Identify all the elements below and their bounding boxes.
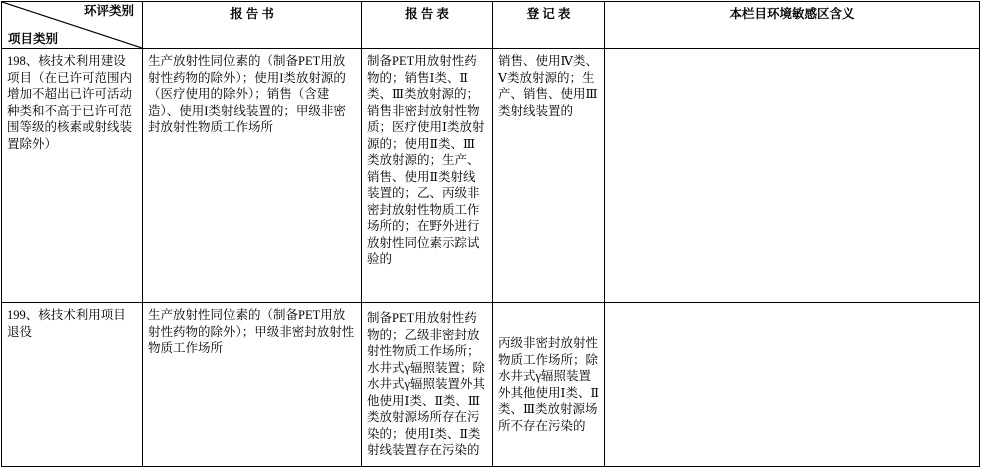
header-corner-cell — [2, 2, 143, 49]
row-category-199: 199、核技术利用项目退役 — [2, 303, 143, 467]
header-label-review-category: 环评类别 — [83, 4, 134, 18]
environmental-category-table — [1, 1, 980, 467]
row-198-registration-form: 销售、使用Ⅳ类、Ⅴ类放射源的；生产、销售、使用Ⅲ类射线装置的 — [493, 49, 605, 303]
row-199-report-form: 制备PET用放射性药物的；乙级非密封放射性物质工作场所；水井式γ辐照装置；除水井式γ辐照装置外其他使用Ⅰ类、Ⅱ类、Ⅲ类放射源场所存在污染的；使用Ⅰ类、Ⅱ类射线装置存在污染的 — [362, 303, 493, 467]
row-198-report-form: 制备PET用放射性药物的；销售Ⅰ类、Ⅱ类、Ⅲ类放射源的；销售非密封放射性物质；医疗使用Ⅰ类放射源的；使用Ⅱ类、Ⅲ类放射源的；生产、销售、使用Ⅱ类射线装置的；乙、丙级非密封放射性物质工作场所的；在野外进行放射性同位素示踪试验的 — [362, 49, 493, 303]
header-col-registration-form: 登 记 表 — [493, 2, 605, 49]
table-row — [2, 49, 980, 303]
document-page — [0, 1, 981, 458]
header-col-report-book: 报 告 书 — [143, 2, 362, 49]
row-198-report-book: 生产放射性同位素的（制备PET用放射性药物的除外）；使用I类放射源的（医疗使用的除外）；销售（含建造）、使用I类射线装置的；甲级非密封放射性物质工作场所 — [143, 49, 362, 303]
row-198-sensitive-area — [605, 49, 980, 303]
row-199-registration-form: 丙级非密封放射性物质工作场所；除水井式γ辐照装置外其他使用Ⅰ类、Ⅱ类、Ⅲ类放射源场所不存在污染的 — [493, 303, 605, 467]
row-199-report-book: 生产放射性同位素的（制备PET用放射性药物的除外）；甲级非密封放射性物质工作场所 — [143, 303, 362, 467]
row-category-198: 198、核技术利用建设项目（在已许可范围内增加不超出已许可活动种类和不高于已许可范围等级的核素或射线装置除外） — [2, 49, 143, 303]
header-label-project-category: 项目类别 — [8, 31, 59, 46]
header-col-report-form: 报 告 表 — [362, 2, 493, 49]
table-header-row — [2, 2, 980, 49]
header-col-sensitive-area: 本栏目环境敏感区含义 — [605, 2, 980, 49]
row-199-sensitive-area — [605, 303, 980, 467]
table-row — [2, 303, 980, 467]
